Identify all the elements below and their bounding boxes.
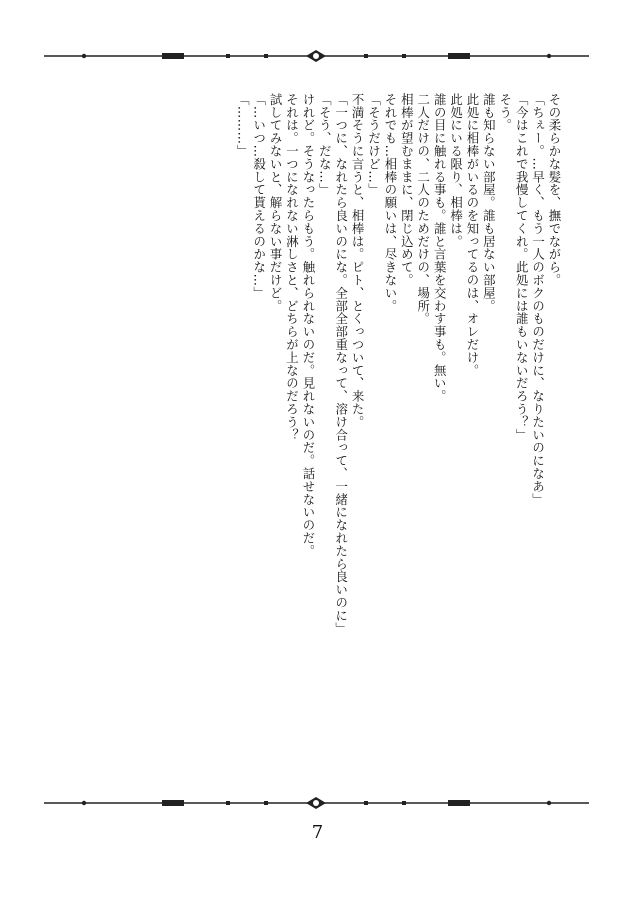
text-line: 「そう、だな…」 <box>317 93 333 197</box>
text-line: 「………」 <box>235 93 251 158</box>
text-line: 「今はこれで我慢してくれ。此処には誰もいないだろう？」 <box>514 93 530 442</box>
text-line: けれど。そうなったらもう。触れられないのだ。見れないのだ。話せないのだ。 <box>300 93 316 558</box>
text-line: 此処に相棒がいるのを知ってるのは、オレだけ。 <box>464 93 480 377</box>
text-line: 誰の目に触れる事も。誰と言葉を交わす事も。無い。 <box>432 93 448 403</box>
page-number: 7 <box>311 822 324 843</box>
text-line: 不満そうに言うと、相棒は。ピト、とくっついて、来た。 <box>350 93 366 429</box>
text-line: 「一つに、なれたら良いのにな。全部全部重なって、溶け合って、一緒になれたら良いのに」 <box>333 93 349 635</box>
body-text <box>234 93 562 653</box>
text-line: そう。 <box>497 93 513 132</box>
text-line: 「…いつ…殺して貰えるのかな…」 <box>251 93 267 300</box>
text-line: 二人だけの、二人のためだけの、場所。 <box>415 93 431 326</box>
top-ornamental-rule <box>44 44 589 68</box>
text-line: 此処にいる限り、相棒は。 <box>448 93 464 248</box>
text-line: それでも…相棒の願いは、尽きない。 <box>382 93 398 313</box>
bottom-ornamental-rule <box>44 791 589 815</box>
text-line: 「ちぇー。…早く、もう一人のボクのものだけに、なりたいのになあ」 <box>530 93 546 506</box>
text-line: 「そうだけど…」 <box>366 93 382 197</box>
text-line: その柔らかな髪を、撫でながら。 <box>547 93 562 287</box>
text-line: 相棒が望むままに、閉じ込めて。 <box>399 93 415 287</box>
text-line: 試してみないと、解らない事だけど。 <box>268 93 284 313</box>
text-line: 誰も知らない部屋。誰も居ない部屋。 <box>481 93 497 313</box>
text-line: それは。一つになれない淋しさと、どちらが上なのだろう？ <box>284 93 300 442</box>
